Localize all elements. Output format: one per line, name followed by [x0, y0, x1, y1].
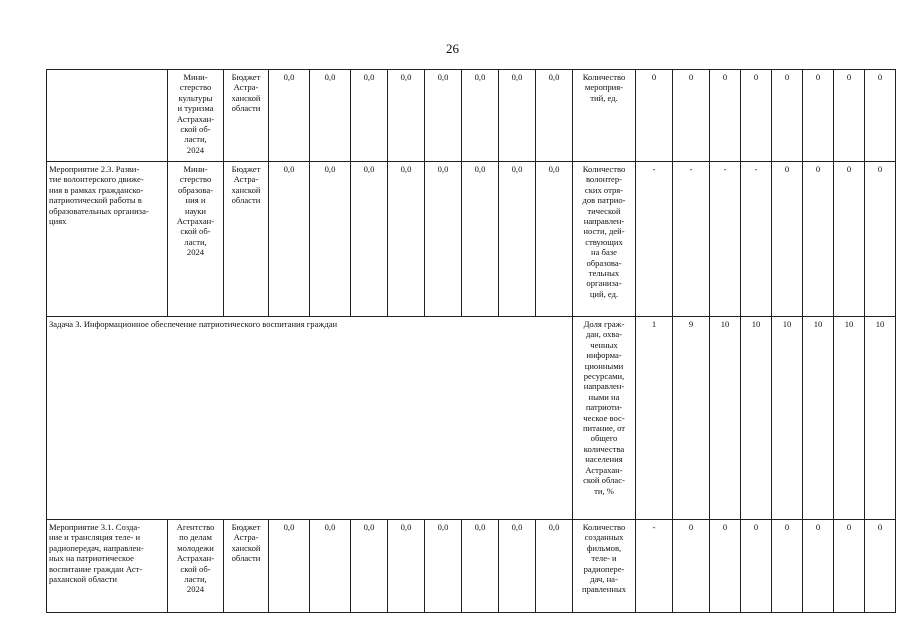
table-row — [47, 70, 896, 162]
finance-value-cell: 0,0 — [425, 162, 462, 317]
finance-value-cell: 0,0 — [462, 70, 499, 162]
event-name-cell — [47, 70, 168, 162]
indicator-value-cell: - — [710, 162, 741, 317]
indicator-value-cell: 0 — [741, 520, 772, 613]
finance-value-cell: 0,0 — [269, 520, 310, 613]
indicator-value-cell: 0 — [772, 162, 803, 317]
indicator-value-cell: - — [673, 162, 710, 317]
indicator-value-cell: 0 — [741, 70, 772, 162]
funding-source-cell: Бюджет Астра- ханской области — [224, 520, 269, 613]
indicator-value-cell: 0 — [834, 70, 865, 162]
finance-value-cell: 0,0 — [536, 520, 573, 613]
indicator-value-cell: - — [741, 162, 772, 317]
finance-value-cell: 0,0 — [269, 70, 310, 162]
indicator-value-cell: 0 — [834, 162, 865, 317]
indicator-value-cell: 0 — [673, 520, 710, 613]
finance-value-cell: 0,0 — [536, 162, 573, 317]
indicator-value-cell: - — [636, 162, 673, 317]
indicator-value-cell: 10 — [710, 317, 741, 520]
executor-cell: Агентство по делам молодежи Астрахан- ской об- ласти, 2024 — [168, 520, 224, 613]
indicator-value-cell: 9 — [673, 317, 710, 520]
page-number: 26 — [446, 41, 459, 56]
event-name-cell: Мероприятие 3.1. Созда- ние и трансляция теле- и радиопередач, направлен- ных на патриотическое воспитание граждан Аст- раханской области — [47, 520, 168, 613]
finance-value-cell: 0,0 — [351, 520, 388, 613]
finance-value-cell: 0,0 — [462, 162, 499, 317]
indicator-value-cell: 10 — [865, 317, 896, 520]
indicator-value-cell: 0 — [710, 520, 741, 613]
finance-value-cell: 0,0 — [499, 162, 536, 317]
finance-value-cell: 0,0 — [388, 162, 425, 317]
indicator-value-cell: 0 — [803, 70, 834, 162]
indicator-cell: Количество мероприя- тий, ед. — [573, 70, 636, 162]
table-row — [47, 162, 896, 317]
indicator-value-cell: 0 — [772, 70, 803, 162]
indicator-cell: Количество созданных фильмов, теле- и радиопере- дач, на- правленных — [573, 520, 636, 613]
indicator-value-cell: 0 — [865, 520, 896, 613]
indicator-value-cell: 0 — [803, 162, 834, 317]
indicator-value-cell: 0 — [673, 70, 710, 162]
table-row — [47, 520, 896, 613]
indicator-value-cell: 10 — [772, 317, 803, 520]
task-title-cell: Задача 3. Информационное обеспечение патриотического воспитания граждан — [47, 317, 573, 520]
finance-value-cell: 0,0 — [351, 70, 388, 162]
finance-value-cell: 0,0 — [310, 162, 351, 317]
finance-value-cell: 0,0 — [462, 520, 499, 613]
indicator-value-cell: 0 — [865, 70, 896, 162]
table-row — [47, 317, 896, 520]
finance-value-cell: 0,0 — [388, 70, 425, 162]
indicator-value-cell: 0 — [803, 520, 834, 613]
finance-value-cell: 0,0 — [310, 70, 351, 162]
finance-value-cell: 0,0 — [269, 162, 310, 317]
finance-value-cell: 0,0 — [536, 70, 573, 162]
indicator-value-cell: - — [636, 520, 673, 613]
indicator-cell: Доля граж- дан, охва- ченных информа- ционными ресурсами, направлен- ными на патриоти- ческое вос- питание, от общего количества населения Астрахан- ской облас- ти, % — [573, 317, 636, 520]
indicator-value-cell: 10 — [803, 317, 834, 520]
finance-value-cell: 0,0 — [310, 520, 351, 613]
finance-value-cell: 0,0 — [388, 520, 425, 613]
finance-value-cell: 0,0 — [351, 162, 388, 317]
executor-cell: Мини- стерство культуры и туризма Астрахан- ской об- ласти, 2024 — [168, 70, 224, 162]
funding-source-cell: Бюджет Астра- ханской области — [224, 70, 269, 162]
funding-source-cell: Бюджет Астра- ханской области — [224, 162, 269, 317]
finance-value-cell: 0,0 — [425, 70, 462, 162]
indicator-value-cell: 10 — [741, 317, 772, 520]
indicator-value-cell: 10 — [834, 317, 865, 520]
finance-value-cell: 0,0 — [499, 520, 536, 613]
indicator-value-cell: 0 — [865, 162, 896, 317]
indicator-value-cell: 0 — [834, 520, 865, 613]
indicator-value-cell: 1 — [636, 317, 673, 520]
finance-value-cell: 0,0 — [425, 520, 462, 613]
executor-cell: Мини- стерство образова- ния и науки Астрахан- ской об- ласти, 2024 — [168, 162, 224, 317]
event-name-cell: Мероприятие 2.3. Разви- тие волонтерского движе- ния в рамках гражданско- патриотической работы в образовательных организа- циях — [47, 162, 168, 317]
indicator-cell: Количество волонтер- ских отря- дов патрио- тической направлен- ности, дей- ствующих на базе образова- тельных организа- ций, ед. — [573, 162, 636, 317]
indicator-value-cell: 0 — [636, 70, 673, 162]
finance-value-cell: 0,0 — [499, 70, 536, 162]
program-table — [46, 69, 896, 613]
indicator-value-cell: 0 — [710, 70, 741, 162]
indicator-value-cell: 0 — [772, 520, 803, 613]
